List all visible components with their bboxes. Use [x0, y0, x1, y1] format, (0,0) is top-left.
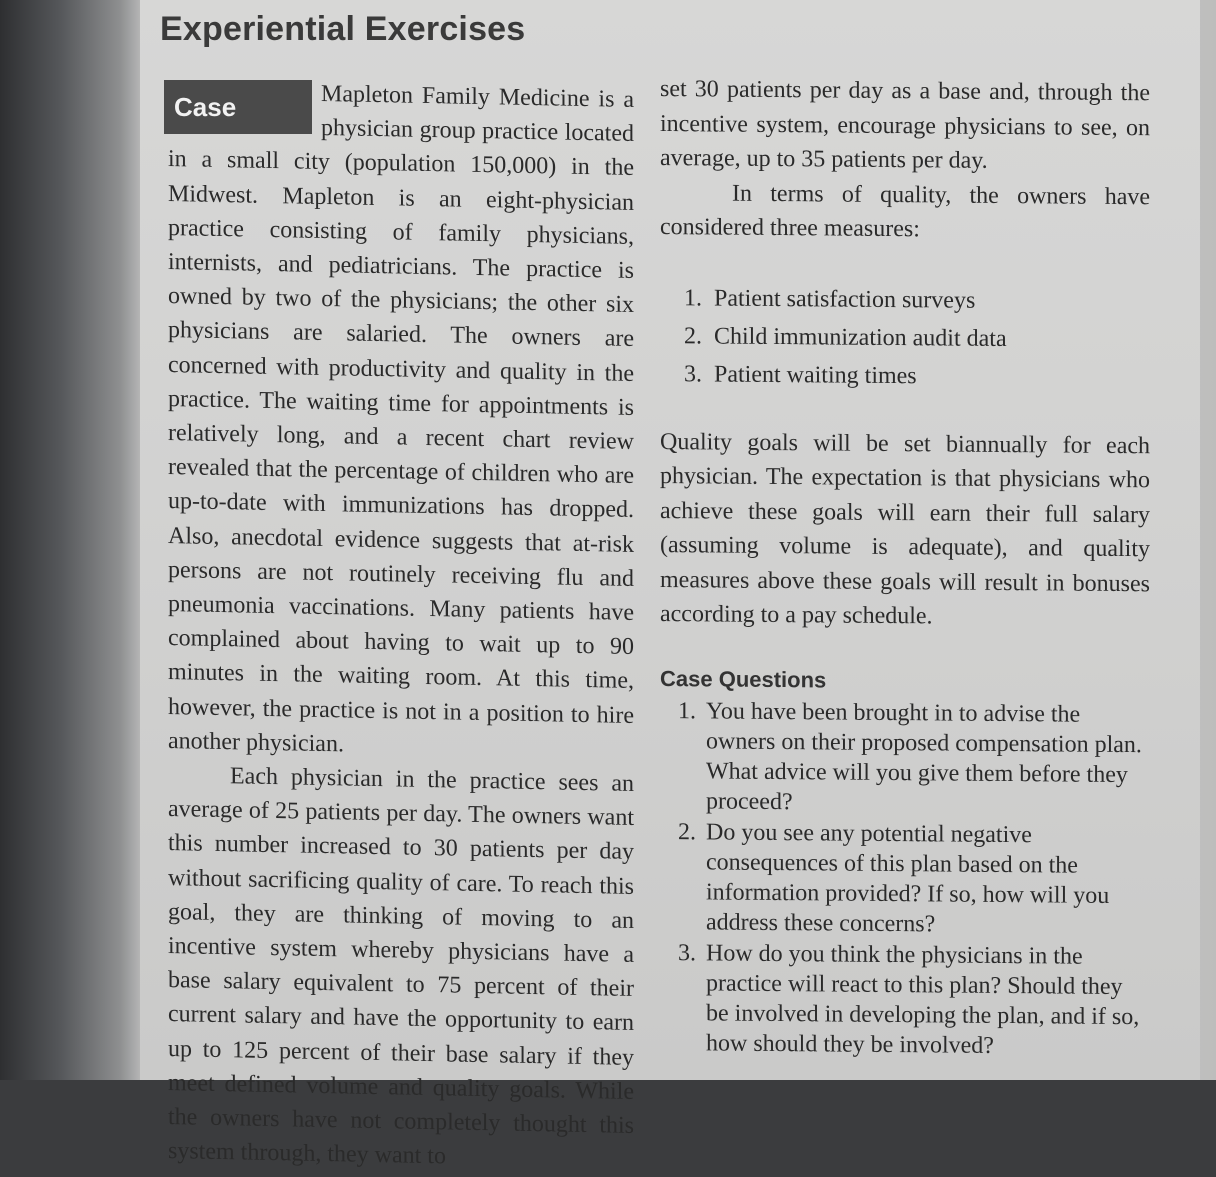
right-column — [660, 72, 1150, 1063]
case-label: Case — [164, 80, 312, 134]
list-item: 3. How do you think the physicians in the practice will react to this plan? Should they be involved in developing the plan, and if so, how should they be involved? — [702, 938, 1150, 1062]
case-paragraph-5: Quality goals will be set biannually for each physician. The expectation is that physicians who achieve these goals will earn their full salary (assuming volume is adequate), and quality measures above these goals will result in bonuses according to a pay schedule. — [660, 428, 1150, 630]
case-questions-heading: Case Questions — [660, 665, 827, 692]
list-item: 3. Patient waiting times — [708, 355, 1150, 397]
case-paragraph-2: Each physician in the practice sees an average of 25 patients per day. The owners want this number increased to 30 patients per day without sacrificing quality of care. To reach this goal, they are thinking of moving to an incentive system whereby physicians have a base salary equivalent to 75 percent of their current salary and have the opportunity to earn up to 125 percent of their base salary if they meet defined volume and quality goals. While the owners have not completely thought this system through, they want to — [168, 763, 634, 1170]
list-item: 2. Do you see any potential negative consequences of this plan based on the information provided? If so, how will you address these concerns? — [702, 817, 1150, 941]
case-paragraph-3: set 30 patients per day as a base and, through the incentive system, encourage physicians to see, on average, up to 35 patients per day. — [660, 76, 1150, 174]
case-questions-list — [660, 696, 1150, 1062]
list-item: 1. You have been brought in to advise the owners on their proposed compensation plan. What advice will you give them before they proceed? — [702, 696, 1150, 820]
left-column — [168, 74, 634, 1177]
list-item: 1. Patient satisfaction surveys — [708, 279, 1150, 321]
quality-measures-list — [660, 279, 1150, 397]
section-heading: Experiential Exercises — [160, 10, 526, 48]
case-paragraph-4: In terms of quality, the owners have considered three measures: — [660, 180, 1150, 243]
case-paragraph-1: Mapleton Family Medicine is a physician group practice located in a small city (population 150,000) in the Midwest. Mapleton is an eight-physician practice consisting of family physicians, internists, and pediatricians. The practice is owned by two of the physicians; the other six physicians are salaried. The owners are concerned with productivity and quality in the practice. The waiting time for appointments is relatively long, and a recent chart review revealed that the percentage of children who are up-to-date with immunizations has dropped. Also, anecdotal evidence suggests that at-risk persons are not routinely receiving flu and pneumonia vaccinations. Many patients have complained about having to wait up to 90 minutes in the waiting room. At this time, however, the practice is not in a position to hire another physician. — [168, 80, 634, 758]
textbook-page — [140, 0, 1200, 1170]
list-item: 2. Child immunization audit data — [708, 317, 1150, 359]
